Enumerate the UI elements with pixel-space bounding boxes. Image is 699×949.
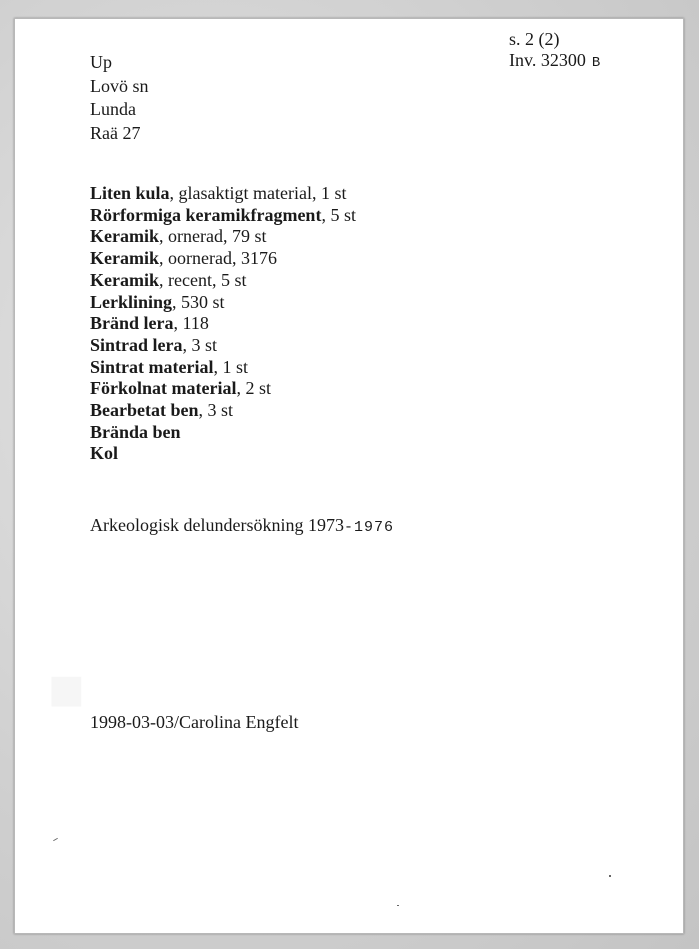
find-detail: , 5 st (321, 204, 356, 225)
list-item (90, 205, 356, 227)
find-name: Lerklining (90, 291, 173, 312)
find-name: Liten kula (90, 183, 170, 203)
list-item (90, 183, 356, 205)
find-name: Brända ben (90, 421, 181, 442)
list-item (90, 292, 356, 314)
list-item (90, 226, 356, 248)
dust-speck (53, 838, 58, 841)
list-item (90, 378, 356, 400)
parish-label: Lovö sn (90, 75, 149, 96)
find-detail: , 3 st (198, 400, 233, 421)
find-detail: , recent, 5 st (159, 269, 247, 290)
find-name: Kol (90, 443, 119, 464)
list-item (90, 313, 356, 335)
inventory-number-line (509, 50, 600, 74)
dust-speck (609, 875, 611, 877)
inventory-suffix: B (591, 55, 601, 71)
find-detail: , 2 st (236, 378, 271, 399)
list-item (90, 248, 356, 270)
find-name: Förkolnat material (90, 378, 237, 399)
list-item (90, 357, 356, 379)
survey-text: Arkeologisk delundersökning 1973 (90, 515, 344, 535)
find-name: Sintrat material (90, 356, 214, 377)
find-name: Rörformiga keramikfragment (90, 204, 322, 225)
find-name: Bränd lera (90, 313, 174, 334)
find-detail: , glasaktigt material, 1 st (169, 183, 347, 203)
find-detail: , ornerad, 79 st (159, 226, 267, 247)
list-item (90, 443, 356, 465)
site-name-label: Lunda (90, 99, 136, 119)
list-item (90, 335, 356, 357)
finds-list (90, 183, 356, 465)
list-item (90, 270, 356, 292)
page-number: s. 2 (2) (509, 29, 560, 49)
list-item (90, 400, 356, 422)
survey-description (90, 515, 394, 536)
find-name: Keramik (90, 226, 159, 247)
find-name: Bearbetat ben (90, 400, 199, 421)
find-detail: , 530 st (172, 291, 225, 312)
find-name: Keramik (90, 269, 159, 290)
find-name: Keramik (90, 248, 159, 269)
province-label: Up (90, 52, 112, 72)
inventory-number: Inv. 32300 (509, 50, 586, 70)
site-location-block (90, 51, 149, 145)
find-detail: , oornerad, 3176 (159, 248, 277, 269)
find-detail: , 3 st (182, 334, 218, 355)
document-page (14, 18, 684, 934)
dust-speck (397, 905, 399, 906)
survey-typed-addition: -1976 (343, 519, 394, 536)
bleed-through-mark (45, 619, 88, 757)
find-detail: , 1 st (213, 356, 248, 377)
find-name: Sintrad lera (90, 334, 183, 355)
list-item (90, 422, 356, 444)
raa-number-label: Raä 27 (90, 122, 141, 143)
find-detail: , 118 (173, 313, 209, 334)
page-reference-block (509, 29, 600, 74)
date-signature: 1998-03-03/Carolina Engfelt (90, 712, 299, 732)
